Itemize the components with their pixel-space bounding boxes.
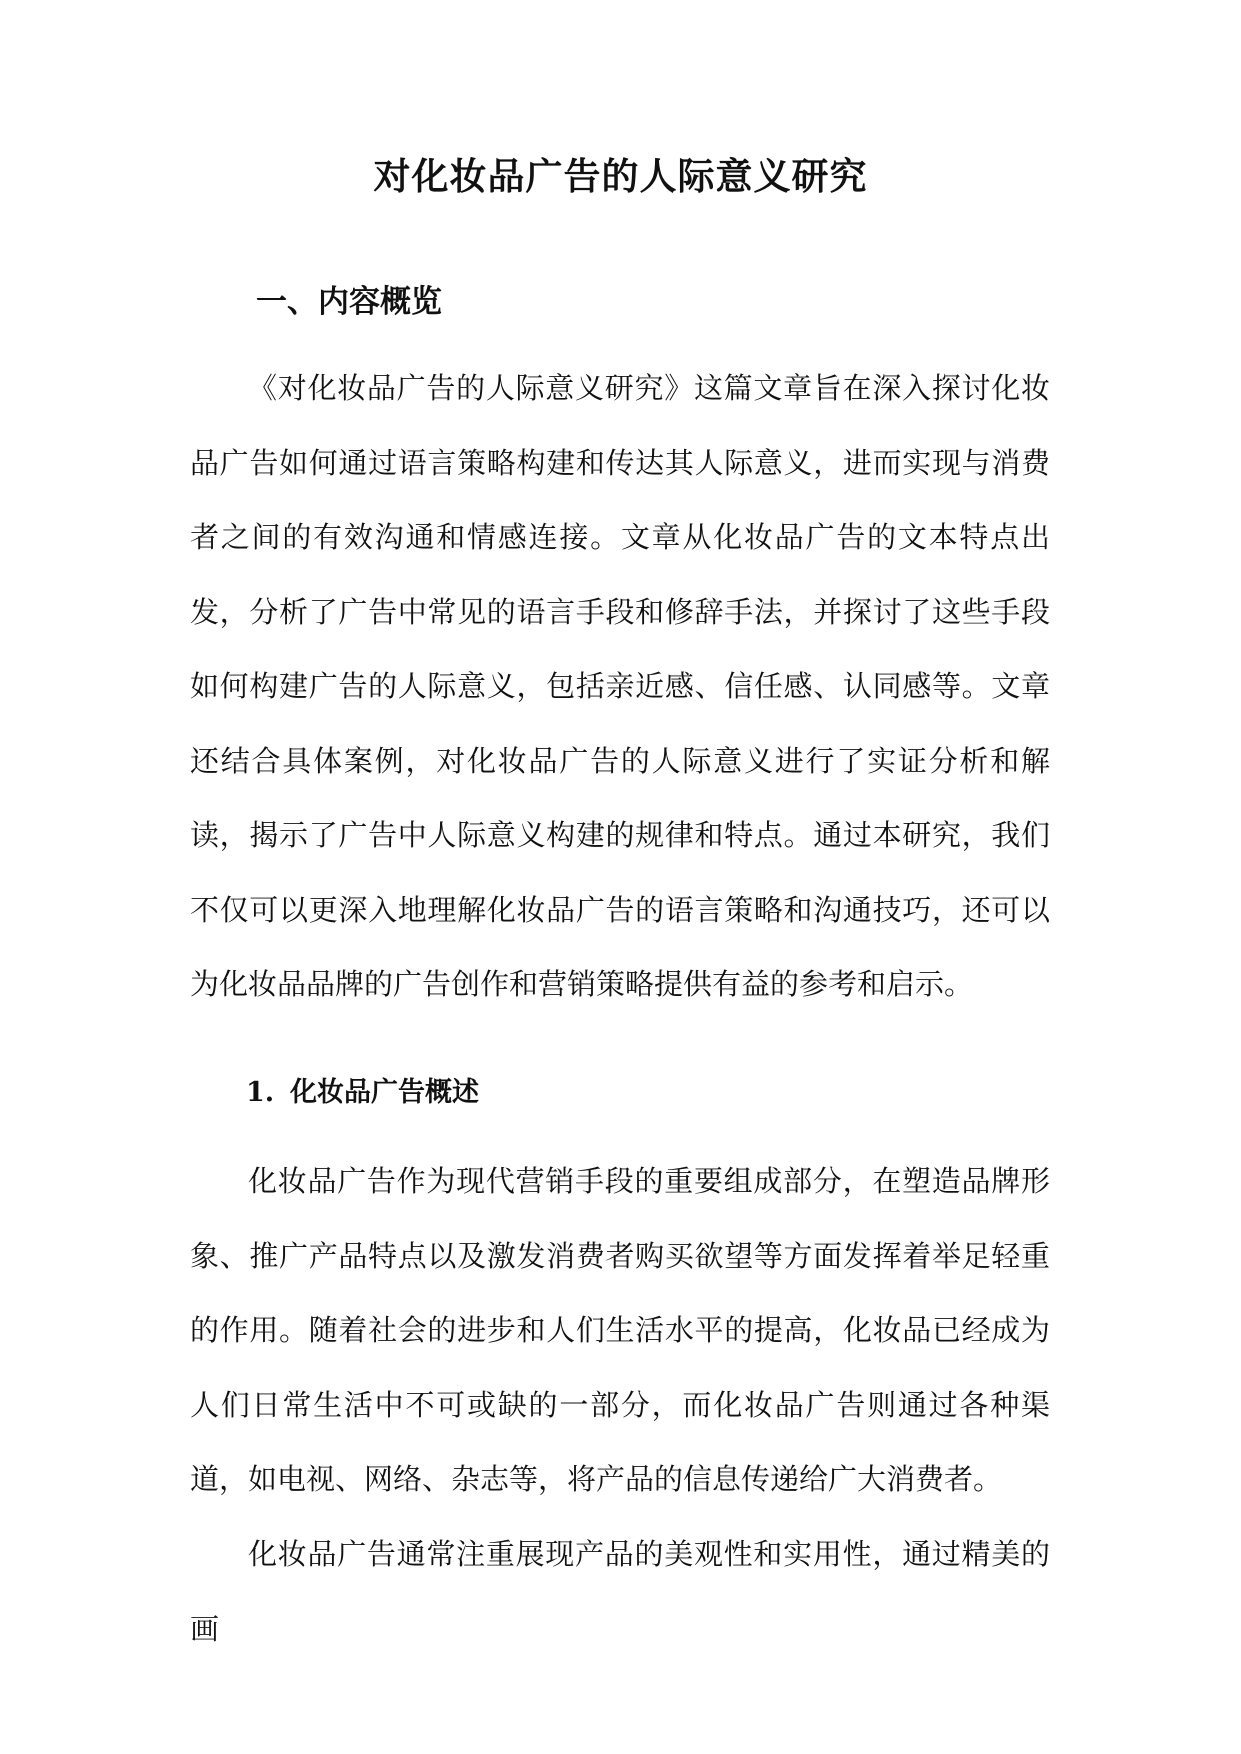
section-heading-content-overview: 一、内容概览 (256, 284, 442, 320)
body-paragraph: 《对化妆品广告的人际意义研究》这篇文章旨在深入探讨化妆品广告如何通过语言策略构建和传达其人际意义，进而实现与消费者之间的有效沟通和情感连接。文章从化妆品广告的文本特点出发，分析了广告中常见的语言手段和修辞手法，并探讨了这些手段如何构建广告的人际意义，包括亲近感、信任感、认同感等。文章还结合具体案例，对化妆品广告的人际意义进行了实证分析和解读，揭示了广告中人际意义构建的规律和特点。通过本研究，我们不仅可以更深入地理解化妆品广告的语言策略和沟通技巧，还可以为化妆品品牌的广告创作和营销策略提供有益的参考和启示。 (190, 371, 1050, 1001)
subsection-number: 1. (246, 1077, 275, 1108)
subsection-title: 化妆品广告概述 (290, 1077, 479, 1108)
body-paragraph: 化妆品广告通常注重展现产品的美观性和实用性，通过精美的画 (190, 1537, 1050, 1646)
page-title: 对化妆品广告的人际意义研究 (373, 154, 868, 198)
subsection-heading (246, 1073, 479, 1113)
body-paragraph: 化妆品广告作为现代营销手段的重要组成部分，在塑造品牌形象、推广产品特点以及激发消费者购买欲望等方面发挥着举足轻重的作用。随着社会的进步和人们生活水平的提高，化妆品已经成为人们日常生活中不可或缺的一部分，而化妆品广告则通过各种渠道，如电视、网络、杂志等，将产品的信息传递给广大消费者。 (190, 1164, 1050, 1496)
